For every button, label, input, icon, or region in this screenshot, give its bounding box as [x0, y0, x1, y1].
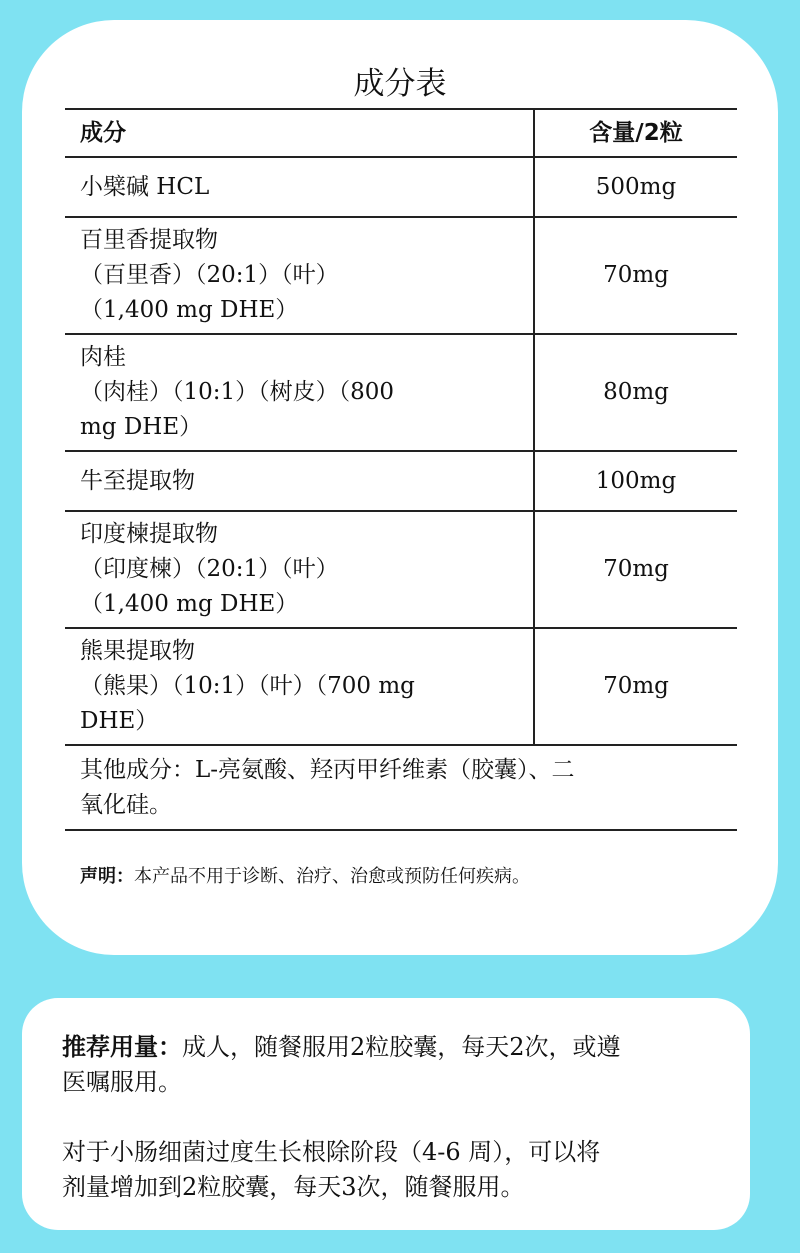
disclaimer-label: 声明：	[80, 866, 134, 887]
ingredient-amount: 70mg	[534, 511, 737, 628]
ingredient-amount: 80mg	[534, 334, 737, 451]
ingredients-table	[65, 108, 737, 831]
table-row	[65, 157, 737, 217]
ingredient-name: 牛至提取物	[65, 451, 534, 511]
page-title: 成分表	[353, 66, 447, 102]
disclaimer	[80, 862, 530, 888]
other-ingredients	[65, 745, 737, 830]
other-ingredients-row	[65, 745, 737, 830]
dosage-section	[62, 1030, 742, 1205]
ingredient-amount: 70mg	[534, 628, 737, 745]
ingredient-name: 小檗碱 HCL	[65, 157, 534, 217]
dosage-paragraph	[62, 1030, 742, 1100]
ingredient-detail: （1,400 mg DHE）	[80, 591, 299, 617]
disclaimer-text: 本产品不用于诊断、治疗、治愈或预防任何疾病。	[134, 866, 530, 887]
ingredient-amount: 100mg	[534, 451, 737, 511]
ingredient-name: 百里香提取物	[80, 227, 218, 253]
other-ingredients-line: 其他成分：L-亮氨酸、羟丙甲纤维素（胶囊）、二	[80, 756, 575, 783]
other-ingredients-line: 氧化硅。	[80, 791, 172, 818]
ingredient-amount: 70mg	[534, 217, 737, 334]
ingredient-amount: 500mg	[534, 157, 737, 217]
sibo-text: 剂量增加到2粒胶囊，每天3次，随餐服用。	[62, 1173, 525, 1201]
dosage-label: 推荐用量：	[62, 1033, 182, 1061]
ingredient-cell	[65, 511, 534, 628]
ingredient-name: 熊果提取物	[80, 638, 195, 664]
ingredient-detail: DHE）	[80, 708, 159, 734]
ingredient-detail: （熊果）（10:1）（叶）（700 mg	[80, 673, 415, 699]
ingredient-detail: （印度楝）（20:1）（叶）	[80, 556, 339, 582]
table-row	[65, 511, 737, 628]
ingredient-name: 印度楝提取物	[80, 521, 218, 547]
ingredient-detail: （百里香）（20:1）（叶）	[80, 262, 339, 288]
ingredient-name: 肉桂	[80, 344, 126, 370]
ingredient-cell	[65, 334, 534, 451]
sibo-text: 对于小肠细菌过度生长根除阶段（4-6 周），可以将	[62, 1138, 601, 1166]
header-amount: 含量/2粒	[534, 109, 737, 157]
table-row	[65, 628, 737, 745]
ingredient-cell	[65, 217, 534, 334]
table-header-row	[65, 109, 737, 157]
dosage-text: 成人，随餐服用2粒胶囊，每天2次，或遵	[182, 1033, 621, 1061]
sibo-paragraph	[62, 1135, 742, 1205]
ingredient-detail: mg DHE）	[80, 414, 203, 440]
header-ingredient: 成分	[65, 109, 534, 157]
ingredient-detail: （肉桂）（10:1）（树皮）（800	[80, 379, 395, 405]
dosage-text: 医嘱服用。	[62, 1068, 182, 1096]
ingredient-cell	[65, 628, 534, 745]
ingredient-detail: （1,400 mg DHE）	[80, 297, 299, 323]
table-row	[65, 217, 737, 334]
table-row	[65, 334, 737, 451]
table-row	[65, 451, 737, 511]
